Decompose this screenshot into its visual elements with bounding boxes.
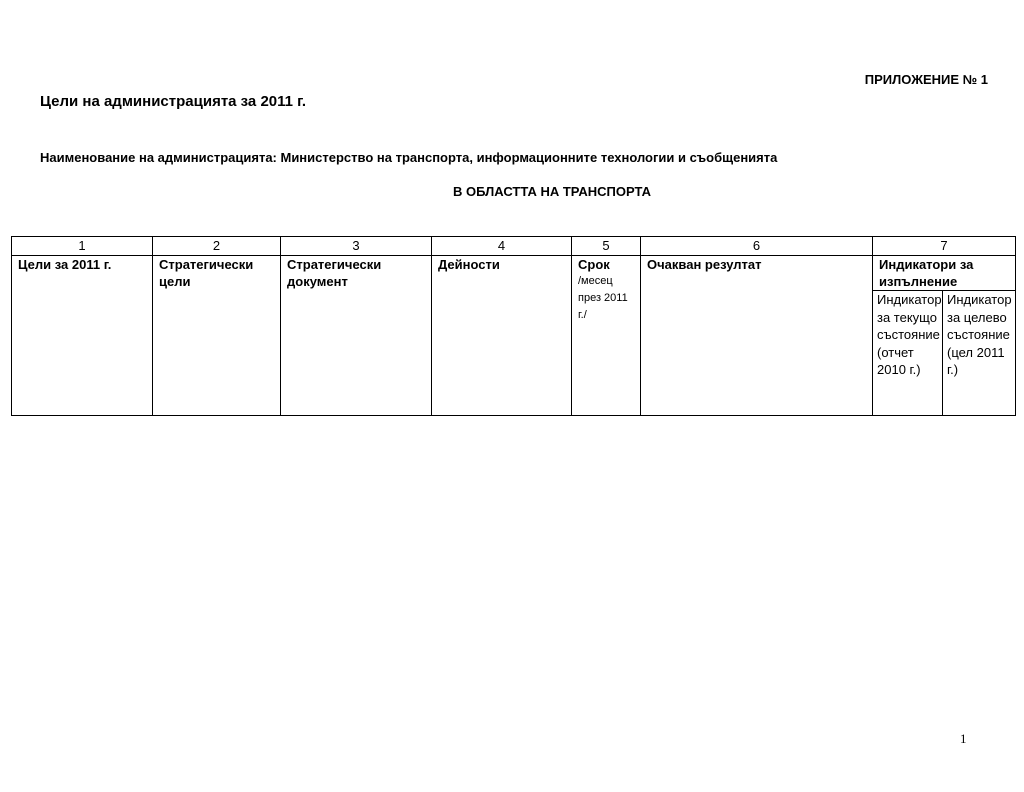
header-term: Срок bbox=[578, 257, 610, 272]
header-term-note: /месец през 2011 г./ bbox=[578, 275, 628, 321]
column-number: 1 bbox=[12, 237, 153, 256]
header-goals: Цели за 2011 г. bbox=[12, 256, 153, 416]
column-number-row bbox=[12, 237, 1016, 256]
header-indicator-target: Индикатор за целево състояние (цел 2011 г.) bbox=[943, 291, 1016, 416]
administration-name: Наименование на администрацията: Министерство на транспорта, информационните технологии и съобщенията bbox=[40, 150, 778, 165]
column-number: 3 bbox=[281, 237, 432, 256]
header-indicator-current: Индикатор за текущо състояние (отчет 2010 г.) bbox=[873, 291, 943, 416]
column-number: 4 bbox=[432, 237, 572, 256]
header-term-cell bbox=[572, 256, 641, 416]
column-number: 2 bbox=[153, 237, 281, 256]
header-row bbox=[12, 256, 1016, 291]
header-strategic-document: Стратегически документ bbox=[281, 256, 432, 416]
document-title: Цели на администрацията за 2011 г. bbox=[40, 93, 307, 110]
header-strategic-goals: Стратегически цели bbox=[153, 256, 281, 416]
header-indicators: Индикатори за изпълнение bbox=[873, 256, 1016, 291]
column-number: 5 bbox=[572, 237, 641, 256]
header-activities: Дейности bbox=[432, 256, 572, 416]
column-number: 7 bbox=[873, 237, 1016, 256]
page-number: 1 bbox=[960, 731, 967, 746]
annex-label: ПРИЛОЖЕНИЕ № 1 bbox=[864, 72, 988, 87]
goals-table bbox=[11, 236, 1016, 416]
section-title: В ОБЛАСТТА НА ТРАНСПОРТА bbox=[453, 184, 651, 199]
header-expected-result: Очакван резултат bbox=[641, 256, 873, 416]
column-number: 6 bbox=[641, 237, 873, 256]
